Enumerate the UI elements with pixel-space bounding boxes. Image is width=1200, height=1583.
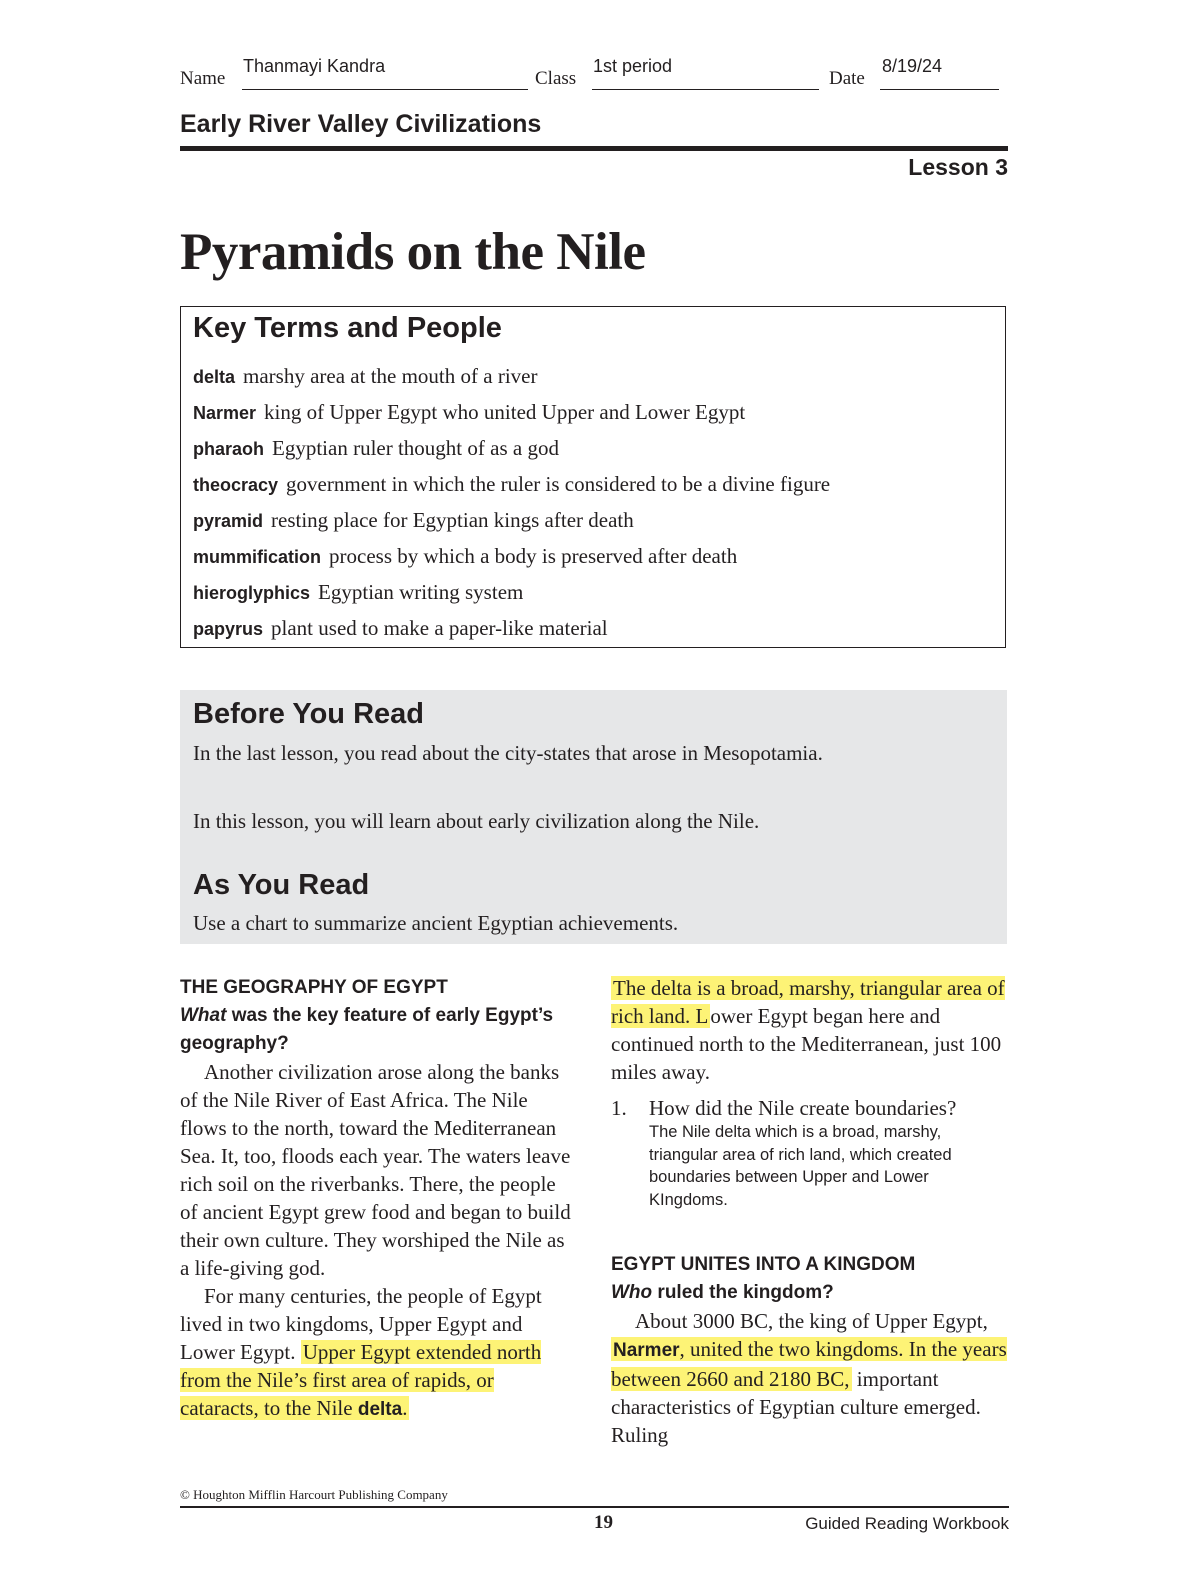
key-term-item — [193, 613, 1003, 649]
left-column — [180, 974, 575, 1424]
highlight-span: Upper Egypt extended north from the Nile’s first area of rapids, or cataracts, to the Nile — [180, 1340, 542, 1420]
as-you-read-heading: As You Read — [193, 869, 370, 901]
question-text: ruled the kingdom? — [652, 1282, 834, 1303]
title-rule — [180, 146, 1008, 151]
page-number: 19 — [594, 1512, 613, 1533]
key-term-item — [193, 433, 1003, 469]
geography-paragraph-1: Another civilization arose along the banks of the Nile River of East Africa. The Nile flows to the north, toward the Mediterranean Sea. It, too, floods each year. The waters leave rich soil on the riverbanks. There, the people of ancient Egypt grew food and began to build their own culture. They worshiped the Nile as a life-giving god. — [180, 1060, 571, 1280]
question-text: was the key feature of early Egypt’s geography? — [180, 1005, 554, 1054]
key-term-item — [193, 469, 1003, 505]
question-1 — [611, 1094, 1011, 1122]
question-number: 1. — [611, 1096, 627, 1120]
key-term: Narmer — [193, 403, 257, 423]
name-field[interactable]: Thanmayi Kandra — [243, 56, 386, 76]
paragraph-text: For many centuries, the people of Egypt lived in two kingdoms, Upper Egypt and Lower Egypt. — [180, 1284, 542, 1364]
key-term-definition: process by which a body is preserved after death — [329, 544, 738, 568]
key-term-inline: Narmer — [613, 1340, 680, 1361]
question-emphasis: Who — [611, 1282, 653, 1303]
key-term: delta — [193, 367, 236, 387]
key-term-definition: Egyptian writing system — [318, 580, 524, 604]
highlight-span: , united the two kingdoms. In the years between 2660 and 2180 BC, — [611, 1337, 1007, 1391]
key-term: pyramid — [193, 511, 264, 531]
geography-paragraph-2 — [180, 1282, 575, 1424]
key-term-definition: plant used to make a paper-like material — [271, 616, 608, 640]
key-term-definition: government in which the ruler is considered to be a divine figure — [286, 472, 831, 496]
right-column — [611, 974, 1011, 1449]
workbook-title: Guided Reading Workbook — [805, 1514, 1009, 1533]
key-term-item — [193, 397, 1003, 433]
date-label: Date — [829, 68, 865, 89]
question-text: How did the Nile create boundaries? — [649, 1096, 957, 1120]
delta-paragraph — [611, 974, 1011, 1086]
class-field[interactable]: 1st period — [593, 56, 673, 76]
highlighted-text — [611, 1337, 1007, 1391]
key-term-item — [193, 361, 1003, 397]
unit-title: Early River Valley Civilizations — [180, 110, 542, 138]
page-title: Pyramids on the Nile — [180, 223, 646, 281]
key-term: papyrus — [193, 619, 264, 639]
key-term-item — [193, 505, 1003, 541]
paragraph-text: About 3000 BC, the king of Upper Egypt, — [635, 1309, 988, 1333]
as-you-read-text: Use a chart to summarize ancient Egyptian achievements. — [193, 911, 679, 935]
class-line — [592, 88, 819, 90]
footer-rule — [180, 1506, 1009, 1508]
highlight-end: . — [402, 1396, 408, 1420]
lesson-label: Lesson 3 — [908, 154, 1008, 180]
section-question-kingdom — [611, 1279, 1011, 1307]
key-term: pharaoh — [193, 439, 265, 459]
date-field[interactable]: 8/19/24 — [882, 56, 943, 76]
before-you-read-text-2: In this lesson, you will learn about early civilization along the Nile. — [193, 809, 760, 833]
spacer — [611, 1211, 1011, 1251]
class-label: Class — [535, 68, 577, 89]
key-term: hieroglyphics — [193, 583, 311, 603]
key-terms-list — [193, 361, 1003, 649]
paragraph-text: ower Egypt began here and continued north to the Mediterranean, just 100 miles away. — [611, 1004, 1002, 1084]
question-emphasis: What — [180, 1005, 227, 1026]
key-terms-heading: Key Terms and People — [193, 312, 502, 344]
before-you-read-heading: Before You Read — [193, 698, 424, 730]
key-term-item — [193, 577, 1003, 613]
section-heading-geography: THE GEOGRAPHY OF EGYPT — [180, 977, 448, 998]
key-term-definition: resting place for Egyptian kings after death — [271, 508, 634, 532]
name-line — [242, 88, 528, 90]
paragraph-text: important characteristics of Egyptian culture emerged. Ruling — [611, 1367, 981, 1447]
kingdom-paragraph — [611, 1307, 1011, 1449]
key-term-definition: Egyptian ruler thought of as a god — [272, 436, 559, 460]
key-term: theocracy — [193, 475, 279, 495]
date-line — [880, 88, 999, 90]
key-term-definition: marshy area at the mouth of a river — [243, 364, 538, 388]
key-term: mummification — [193, 547, 322, 567]
copyright-notice: © Houghton Mifflin Harcourt Publishing Company — [180, 1487, 448, 1502]
highlighted-text: The delta is a broad, marshy, triangular area of rich land. L — [611, 976, 1005, 1028]
name-label: Name — [180, 68, 226, 89]
before-you-read-text-1: In the last lesson, you read about the city-states that arose in Mesopotamia. — [193, 741, 823, 765]
key-term-definition: king of Upper Egypt who united Upper and Lower Egypt — [264, 400, 746, 424]
key-term-item — [193, 541, 1003, 577]
answer-1-field[interactable]: The Nile delta which is a broad, marshy, triangular area of rich land, which created boundaries between Upper and Lower KIngdoms. — [649, 1123, 952, 1209]
key-term-inline: delta — [357, 1399, 403, 1420]
section-question-geography — [180, 1002, 575, 1058]
section-heading-kingdom: EGYPT UNITES INTO A KINGDOM — [611, 1254, 916, 1275]
